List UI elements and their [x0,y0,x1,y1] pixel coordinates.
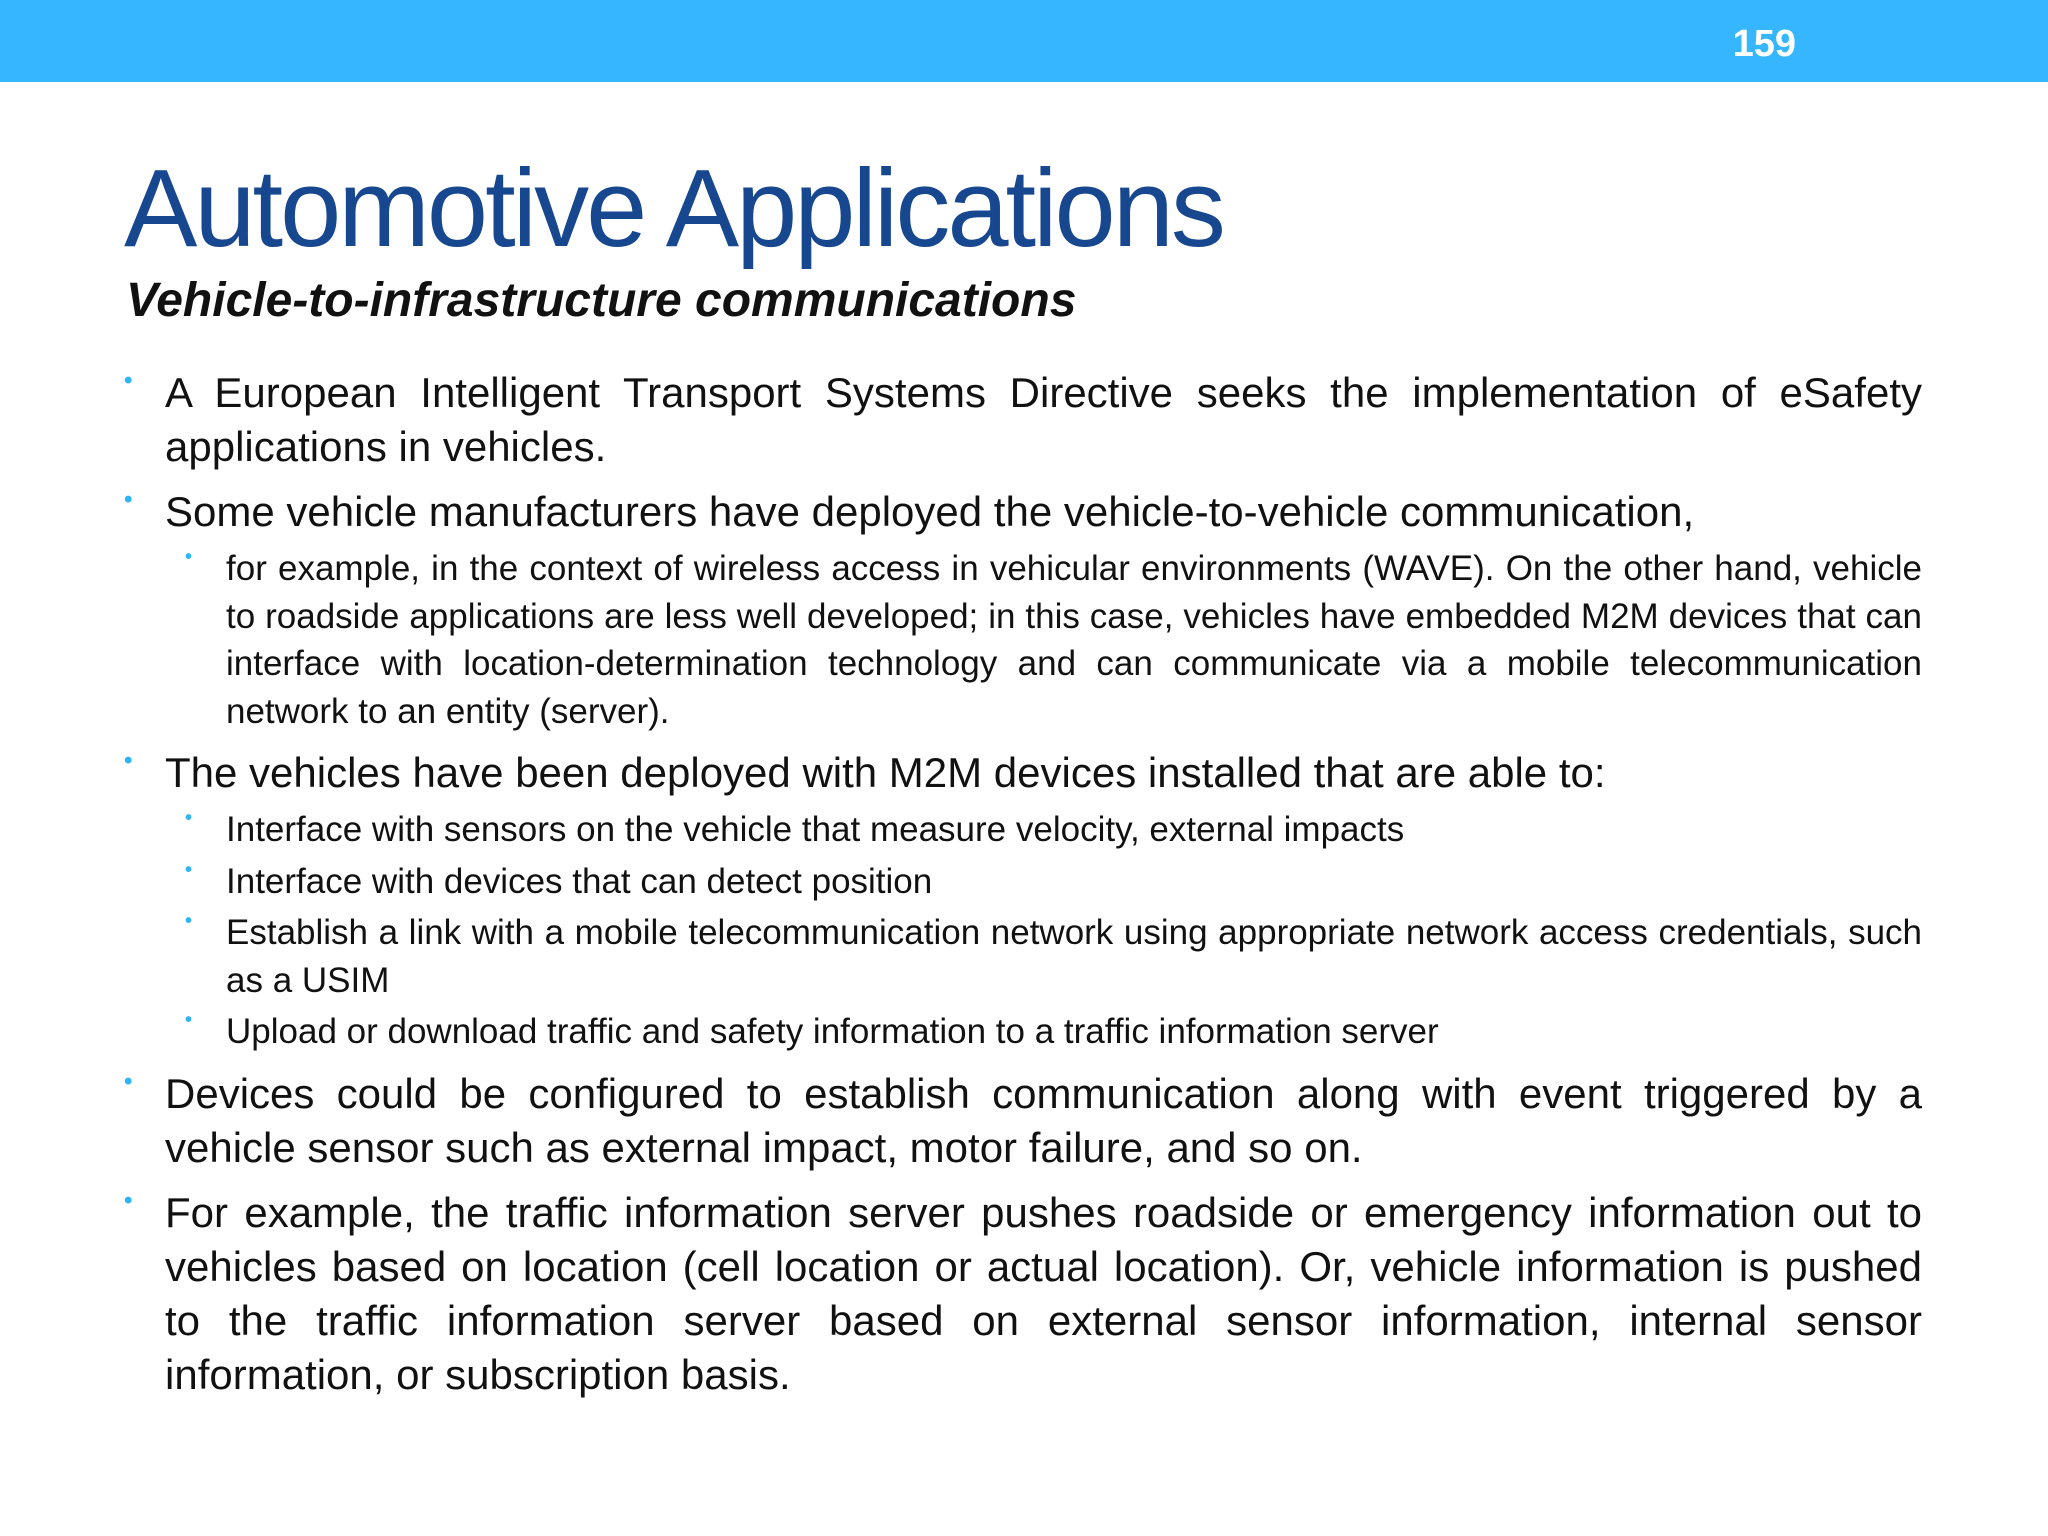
sub-bullet-icon: • [185,858,193,881]
slide-title: Automotive Applications [124,147,1223,270]
sub-bullet-icon: • [185,910,193,932]
bullet-icon: • [124,486,133,513]
list-item-text: Devices could be configured to establish communication along with event triggered by a vehicle sensor such as external impact, motor failure, and so on. [165,1069,1922,1171]
list-item-text: The vehicles have been deployed with M2M devices installed that are able to: [165,749,1606,796]
sub-list-item [124,806,1922,854]
list-item [124,746,1922,800]
bullet-icon: • [124,1186,133,1214]
list-item-text: Some vehicle manufacturers have deployed the vehicle-to-vehicle communication, [165,488,1695,535]
sub-list-item-text: Interface with devices that can detect position [226,861,933,901]
slide-subtitle: Vehicle-to-infrastructure communications [126,274,1077,327]
sub-list-item-text: for example, in the context of wireless access in vehicular environments (WAVE). On the other hand, vehicle to roadside applications are less well developed; in this case, vehicles have embedded M2M devices that can interface with location-determination technology and can communicate via a mobile telecommunication network to an entity (server). [226,549,1922,731]
list-item [124,485,1922,539]
sub-list-item [124,858,1922,906]
bullet-icon: • [124,1067,133,1095]
sub-list-item [124,545,1922,735]
bullet-icon: • [124,747,133,774]
sub-list-item [124,1008,1922,1056]
list-item [124,366,1922,474]
list-item-text: A European Intelligent Transport Systems Directive seeks the implementation of eSafety applications in vehicles. [165,369,1922,470]
bullet-list [124,366,1922,1402]
top-accent-bar [0,0,2048,82]
sub-list-item-text: Interface with sensors on the vehicle that measure velocity, external impacts [226,810,1405,849]
sub-list-item-text: Establish a link with a mobile telecommunication network using appropriate network access credentials, such as a USIM [226,913,1922,1000]
sub-list-item [124,909,1922,1004]
list-item-text: For example, the traffic information server pushes roadside or emergency information out to vehicles based on location (cell location or actual location). Or, vehicle information is pushed to the traffic information server based on external sensor information, internal sensor information, or subscription basis. [165,1188,1922,1398]
sub-bullet-icon: • [185,1009,193,1031]
page-number: 159 [1732,23,1796,65]
list-item [124,1186,1922,1402]
bullet-icon: • [124,367,133,394]
sub-list-item-text: Upload or download traffic and safety information to a traffic information server [226,1012,1439,1051]
sub-bullet-icon: • [185,807,193,829]
sub-bullet-icon: • [185,546,193,568]
list-item [124,1067,1922,1175]
